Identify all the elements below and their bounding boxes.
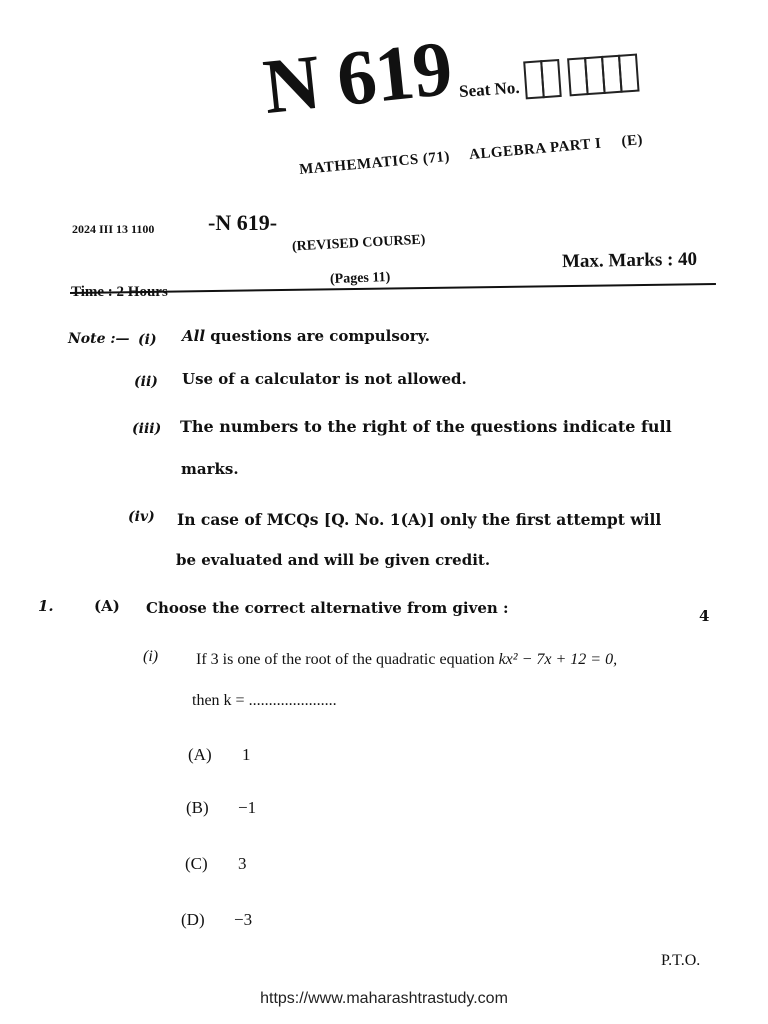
option-label[interactable]: (D) xyxy=(181,910,205,929)
footer-url[interactable]: https://www.maharashtrastudy.com xyxy=(260,990,508,1007)
note-number: (iii) xyxy=(132,421,162,437)
pages-label: (Pages 11) xyxy=(329,269,391,288)
note-text: questions are compulsory. xyxy=(205,327,430,345)
sub-question-number: (i) xyxy=(143,648,159,665)
option-label[interactable]: (A) xyxy=(188,745,212,764)
option-value: −1 xyxy=(238,798,257,817)
max-marks: Max. Marks : 40 xyxy=(561,248,698,273)
subject-medium: (E) xyxy=(620,131,644,150)
question-instruction: Choose the correct alternative from given : xyxy=(146,599,509,617)
seat-label: Seat No. xyxy=(458,77,521,102)
note-label: Note :— xyxy=(68,331,130,347)
sub-question-blank: then k = ...................... xyxy=(192,692,337,709)
note-number: (iv) xyxy=(128,509,155,525)
seat-number-block xyxy=(457,54,638,104)
subject-name: MATHEMATICS (71) xyxy=(298,148,451,179)
option-value: 1 xyxy=(242,745,251,764)
option-value: −3 xyxy=(234,910,253,929)
sub-question-lead: If 3 is one of the root of the quadratic equation xyxy=(196,651,499,668)
option-value: 3 xyxy=(238,854,247,873)
question-part: (A) xyxy=(94,597,120,615)
note-item: marks. xyxy=(181,460,239,478)
note-number: (i) xyxy=(138,332,157,348)
note-item: be evaluated and will be given credit. xyxy=(176,551,491,569)
sub-question-text xyxy=(196,651,617,669)
course-label: (REVISED COURSE) xyxy=(291,232,426,255)
pto-label: P.T.O. xyxy=(661,952,701,969)
quadratic-equation: kx² − 7x + 12 = 0, xyxy=(498,651,618,668)
option-label[interactable]: (C) xyxy=(185,854,208,873)
question-marks: 4 xyxy=(699,607,710,625)
note-emphasis: All xyxy=(182,327,206,345)
paper-code: N 619 xyxy=(259,23,456,130)
time-label: Time : 2 Hours xyxy=(71,284,168,300)
note-number: (ii) xyxy=(134,374,158,390)
seat-box[interactable] xyxy=(541,59,563,98)
note-item xyxy=(182,327,430,345)
note-item: Use of a calculator is not allowed. xyxy=(182,370,467,388)
seat-box[interactable] xyxy=(618,54,640,93)
option-label[interactable]: (B) xyxy=(186,798,209,817)
exam-code: -N 619- xyxy=(208,210,278,235)
exam-date-code: 2024 III 13 1100 xyxy=(72,222,155,236)
subject-line xyxy=(299,131,660,179)
note-item: The numbers to the right of the questions indicate full xyxy=(180,417,672,436)
question-number: 1. xyxy=(38,597,54,615)
note-item: In case of MCQs [Q. No. 1(A)] only the first attempt will xyxy=(177,510,662,529)
subject-part: ALGEBRA PART I xyxy=(468,135,603,164)
